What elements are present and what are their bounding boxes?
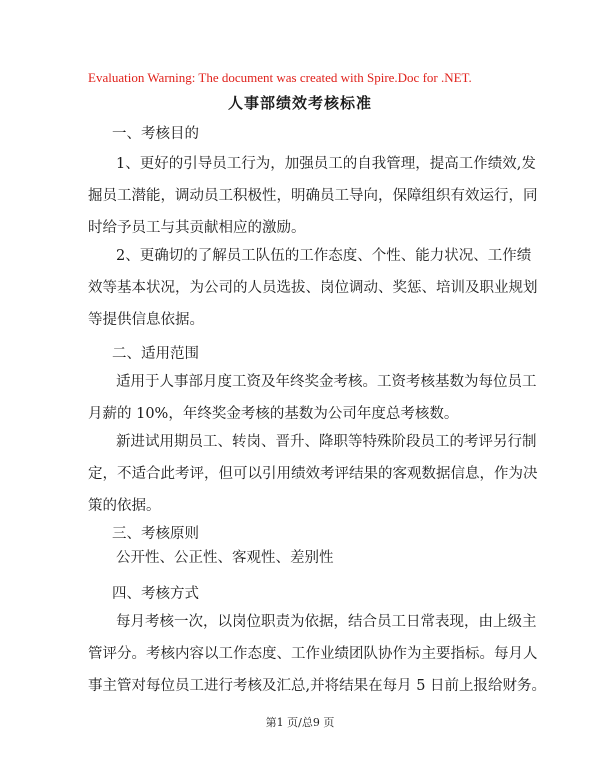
paragraph-line: 等提供信息依据。 xyxy=(88,312,204,328)
document-title: 人事部绩效考核标准 xyxy=(227,94,372,112)
paragraph-line: 时给予员工与其贡献相应的激励。 xyxy=(88,220,306,236)
section-heading-method: 四、考核方式 xyxy=(112,586,199,602)
paragraph-line: 新进试用期员工、转岗、晋升、降职等特殊阶段员工的考评另行制 xyxy=(116,434,537,450)
paragraph-line: 公开性、公正性、客观性、差别性 xyxy=(116,550,334,566)
section-heading-principles: 三、考核原则 xyxy=(112,526,199,542)
paragraph-line: 适用于人事部月度工资及年终奖金考核。工资考核基数为每位员工 xyxy=(116,374,537,390)
paragraph-line: 效等基本状况，为公司的人员选拔、岗位调动、奖惩、培训及职业规划 xyxy=(88,280,538,296)
paragraph-scope-1 xyxy=(88,366,537,430)
paragraph-line: 1、更好的引导员工行为，加强员工的自我管理，提高工作绩效,发 xyxy=(116,156,536,172)
evaluation-warning: Evaluation Warning: The document was created with Spire.Doc for .NET. xyxy=(88,70,472,85)
paragraph-line: 管评分。考核内容以工作态度、工作业绩团队协作为主要指标。每月人 xyxy=(88,646,538,662)
section-heading-scope: 二、适用范围 xyxy=(112,346,199,362)
paragraph-line: 2、更确切的了解员工队伍的工作态度、个性、能力状况、工作绩 xyxy=(116,248,532,264)
paragraph-line: 事主管对每位员工进行考核及汇总,并将结果在每月 5 日前上报给财务。 xyxy=(88,678,547,694)
paragraph-method xyxy=(88,606,547,702)
paragraph-line: 月薪的 10%，年终奖金考核的基数为公司年度总考核数。 xyxy=(88,406,459,422)
paragraph-line: 策的依据。 xyxy=(88,498,161,514)
paragraph-scope-2 xyxy=(88,426,538,522)
paragraph-line: 掘员工潜能，调动员工积极性，明确员工导向，保障组织有效运行，同 xyxy=(88,188,538,204)
paragraph-line: 定，不适合此考评，但可以引用绩效考评结果的客观数据信息，作为决 xyxy=(88,466,538,482)
paragraph-line: 每月考核一次，以岗位职责为依据，结合员工日常表现，由上级主 xyxy=(116,614,537,630)
paragraph-principles xyxy=(88,542,520,574)
paragraph-purpose-2 xyxy=(88,240,538,336)
section-heading-purpose: 一、考核目的 xyxy=(112,126,199,142)
page-number-footer: 第1 页/总9 页 xyxy=(265,716,335,729)
paragraph-purpose-1 xyxy=(88,148,538,244)
